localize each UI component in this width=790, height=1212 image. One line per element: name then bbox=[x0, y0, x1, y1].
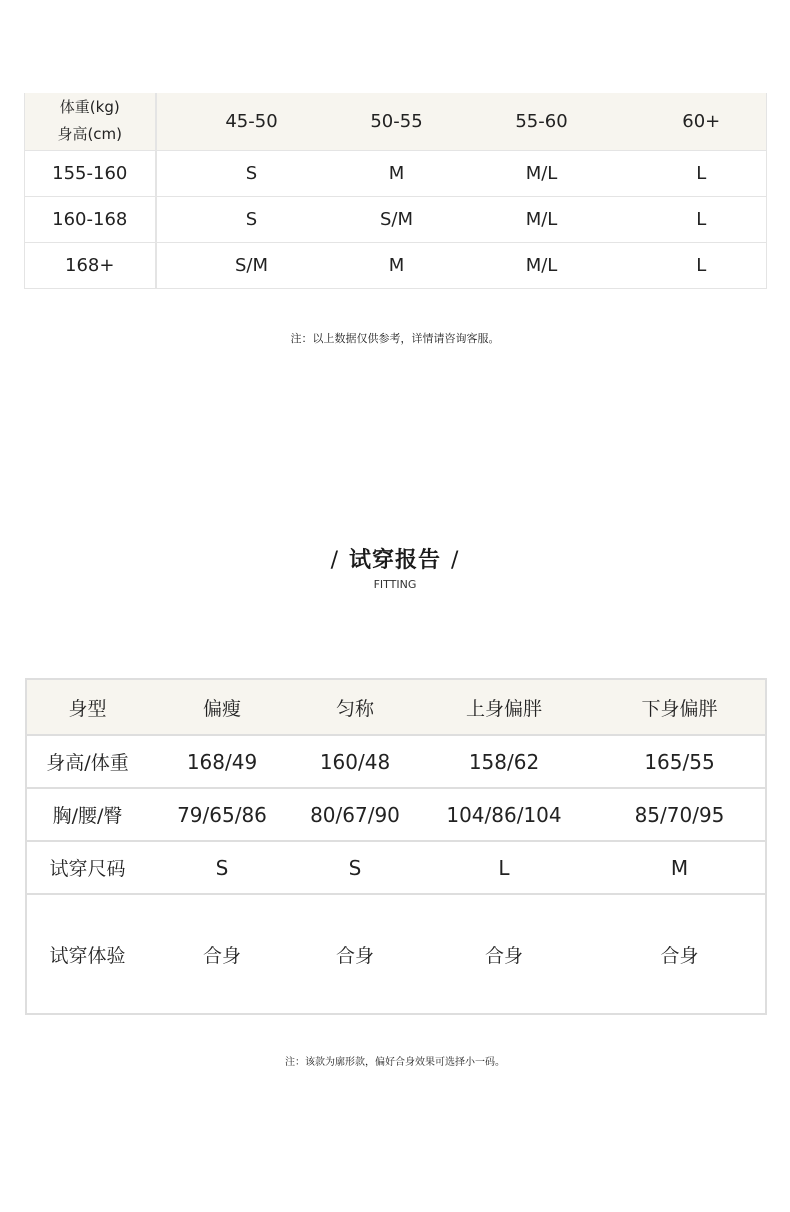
fitting-cell: S bbox=[148, 841, 296, 894]
fitting-cell: 合身 bbox=[296, 894, 414, 1014]
fitting-header-row bbox=[26, 679, 766, 735]
size-chart-row bbox=[25, 150, 767, 196]
row-label: 试穿尺码 bbox=[26, 841, 148, 894]
fitting-row-measurements bbox=[26, 788, 766, 841]
size-chart-row bbox=[25, 196, 767, 242]
fitting-note: 注：该款为廓形款，偏好合身效果可选择小一码。 bbox=[285, 1057, 505, 1068]
size-cell: S/M bbox=[156, 242, 347, 288]
fitting-cell: L bbox=[414, 841, 594, 894]
size-chart-header-row bbox=[25, 93, 767, 150]
size-cell: S bbox=[156, 150, 347, 196]
body-type-column-header: 偏瘦 bbox=[148, 679, 296, 735]
body-type-column-header: 上身偏胖 bbox=[414, 679, 594, 735]
weight-range-header: 45-50 bbox=[156, 93, 347, 150]
weight-axis-label: 体重(kg) bbox=[59, 98, 120, 117]
section-title-text: 试穿报告 bbox=[348, 548, 441, 573]
fitting-cell: 85/70/95 bbox=[594, 788, 766, 841]
fitting-cell: 合身 bbox=[148, 894, 296, 1014]
fitting-row-experience bbox=[26, 894, 766, 1014]
section-title bbox=[0, 543, 790, 574]
fitting-cell: S bbox=[296, 841, 414, 894]
weight-range-header: 60+ bbox=[637, 93, 767, 150]
size-cell: M/L bbox=[447, 196, 637, 242]
row-label: 试穿体验 bbox=[26, 894, 148, 1014]
fitting-row-height-weight bbox=[26, 735, 766, 788]
size-cell: S/M bbox=[347, 196, 447, 242]
fitting-cell: 80/67/90 bbox=[296, 788, 414, 841]
height-range-cell: 168+ bbox=[25, 242, 156, 288]
size-chart-corner-cell bbox=[25, 93, 156, 150]
fitting-cell: 165/55 bbox=[594, 735, 766, 788]
size-cell: M bbox=[347, 242, 447, 288]
body-type-column-header: 匀称 bbox=[296, 679, 414, 735]
body-type-column-header: 下身偏胖 bbox=[594, 679, 766, 735]
section-subtitle: FITTING bbox=[373, 578, 417, 591]
size-cell: L bbox=[637, 242, 767, 288]
fitting-cell: 160/48 bbox=[296, 735, 414, 788]
size-cell: M/L bbox=[447, 150, 637, 196]
size-chart-table bbox=[24, 93, 767, 289]
fitting-cell: 合身 bbox=[594, 894, 766, 1014]
title-slash-left: / bbox=[330, 548, 339, 573]
size-chart-row bbox=[25, 242, 767, 288]
height-range-cell: 160-168 bbox=[25, 196, 156, 242]
fitting-report-table bbox=[25, 678, 767, 1015]
size-cell: L bbox=[637, 196, 767, 242]
row-label: 身高/体重 bbox=[26, 735, 148, 788]
fitting-cell: M bbox=[594, 841, 766, 894]
row-label: 胸/腰/臀 bbox=[26, 788, 148, 841]
size-cell: M/L bbox=[447, 242, 637, 288]
fitting-cell: 158/62 bbox=[414, 735, 594, 788]
fitting-cell: 168/49 bbox=[148, 735, 296, 788]
fitting-cell: 104/86/104 bbox=[414, 788, 594, 841]
size-cell: S bbox=[156, 196, 347, 242]
size-chart-note: 注：以上数据仅供参考，详情请咨询客服。 bbox=[290, 332, 500, 345]
fitting-row-size bbox=[26, 841, 766, 894]
size-cell: M bbox=[347, 150, 447, 196]
height-axis-label: 身高(cm) bbox=[57, 125, 123, 144]
title-slash-right: / bbox=[451, 548, 460, 573]
fitting-cell: 合身 bbox=[414, 894, 594, 1014]
body-type-header: 身型 bbox=[26, 679, 148, 735]
weight-range-header: 50-55 bbox=[347, 93, 447, 150]
height-range-cell: 155-160 bbox=[25, 150, 156, 196]
size-cell: L bbox=[637, 150, 767, 196]
fitting-cell: 79/65/86 bbox=[148, 788, 296, 841]
weight-range-header: 55-60 bbox=[447, 93, 637, 150]
